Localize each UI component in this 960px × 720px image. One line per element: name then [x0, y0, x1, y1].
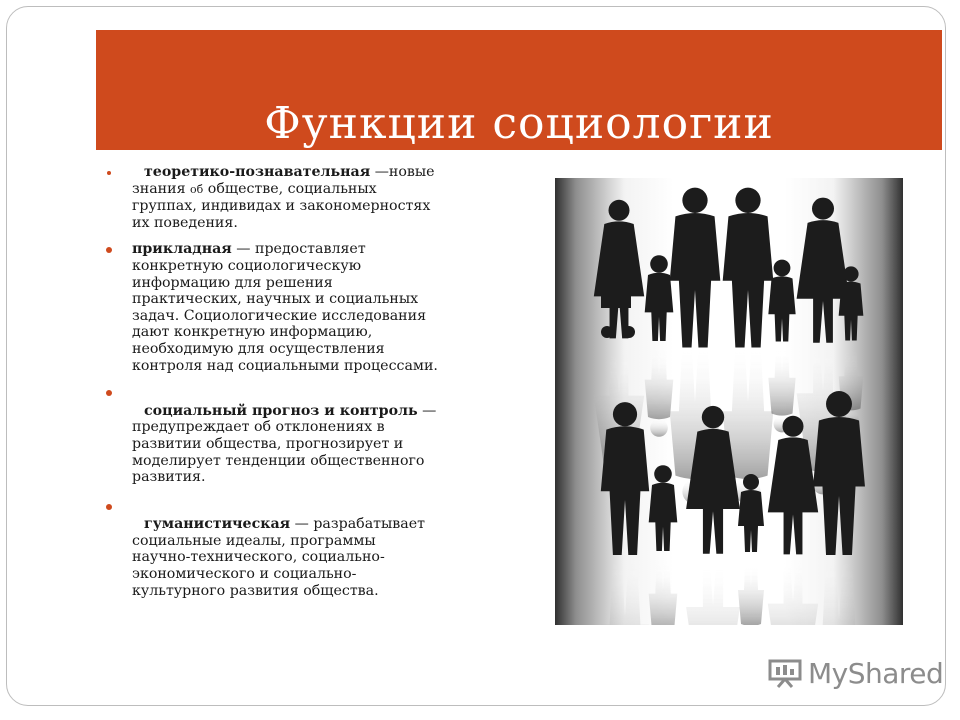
watermark-text: MyShared — [808, 656, 944, 690]
bullet-text: практических, научных и социальных — [132, 291, 419, 308]
top-family-group — [594, 188, 864, 348]
bullet-dot-icon — [106, 247, 112, 253]
bullet-term: гуманистическая — [144, 516, 291, 533]
bullet-item-forecast — [104, 386, 484, 486]
bullet-text: контроля над социальными процессами. — [132, 357, 438, 374]
bullet-text: предупреждает об отклонениях в — [132, 419, 385, 436]
title-banner — [96, 30, 942, 150]
bullet-term: теоретико-познавательная — [144, 164, 371, 180]
bullet-text: культурного развития общества. — [132, 582, 379, 599]
silhouettes-svg — [555, 178, 903, 625]
bullet-item-cognitive — [104, 164, 484, 231]
bullet-text: знания — [132, 180, 191, 197]
bullet-text: научно-технического, социально- — [132, 549, 385, 566]
myshared-watermark — [768, 656, 943, 690]
bullet-text: — предоставляет — [231, 241, 366, 258]
bullet-dot-icon — [106, 504, 112, 510]
bullet-item-humanistic — [104, 500, 484, 600]
bullet-list — [104, 164, 484, 599]
bullet-text: развития. — [132, 469, 206, 486]
bullet-item-applied — [104, 241, 484, 374]
bullet-term: социальный прогноз и контроль — [144, 402, 418, 419]
slide-title: Функции социологии — [264, 98, 774, 149]
bullet-text: — — [417, 402, 437, 419]
bullet-text: —новые — [370, 164, 435, 180]
bullet-term: прикладная — [132, 241, 232, 258]
bullet-text: социальные идеалы, программы — [132, 532, 376, 549]
presentation-board-icon — [768, 658, 802, 688]
bullet-dot-icon — [106, 390, 112, 396]
bullet-text: информацию для решения — [132, 274, 333, 291]
family-silhouettes-image — [555, 178, 903, 625]
bullet-dot-icon — [107, 171, 111, 175]
bullet-text: дают конкретную информацию, — [132, 324, 373, 341]
bullet-text: об — [190, 182, 204, 196]
bullet-text: необходимую для осуществления — [132, 340, 385, 357]
bullet-text: экономического и социально- — [132, 566, 357, 583]
bullet-text: — разрабатывает — [290, 516, 425, 533]
bullet-text: обществе, социальных — [203, 180, 377, 197]
bullet-text: моделирует тенденции общественного — [132, 452, 425, 469]
bullet-text: группах, индивидах и закономерностях — [132, 198, 431, 215]
bullet-text: задач. Социологические исследования — [132, 307, 427, 324]
bottom-reflection — [601, 561, 865, 625]
bullet-text: их поведения. — [132, 214, 238, 231]
bullet-text: конкретную социологическую — [132, 257, 362, 274]
bullet-text: развитии общества, прогнозирует и — [132, 435, 404, 452]
